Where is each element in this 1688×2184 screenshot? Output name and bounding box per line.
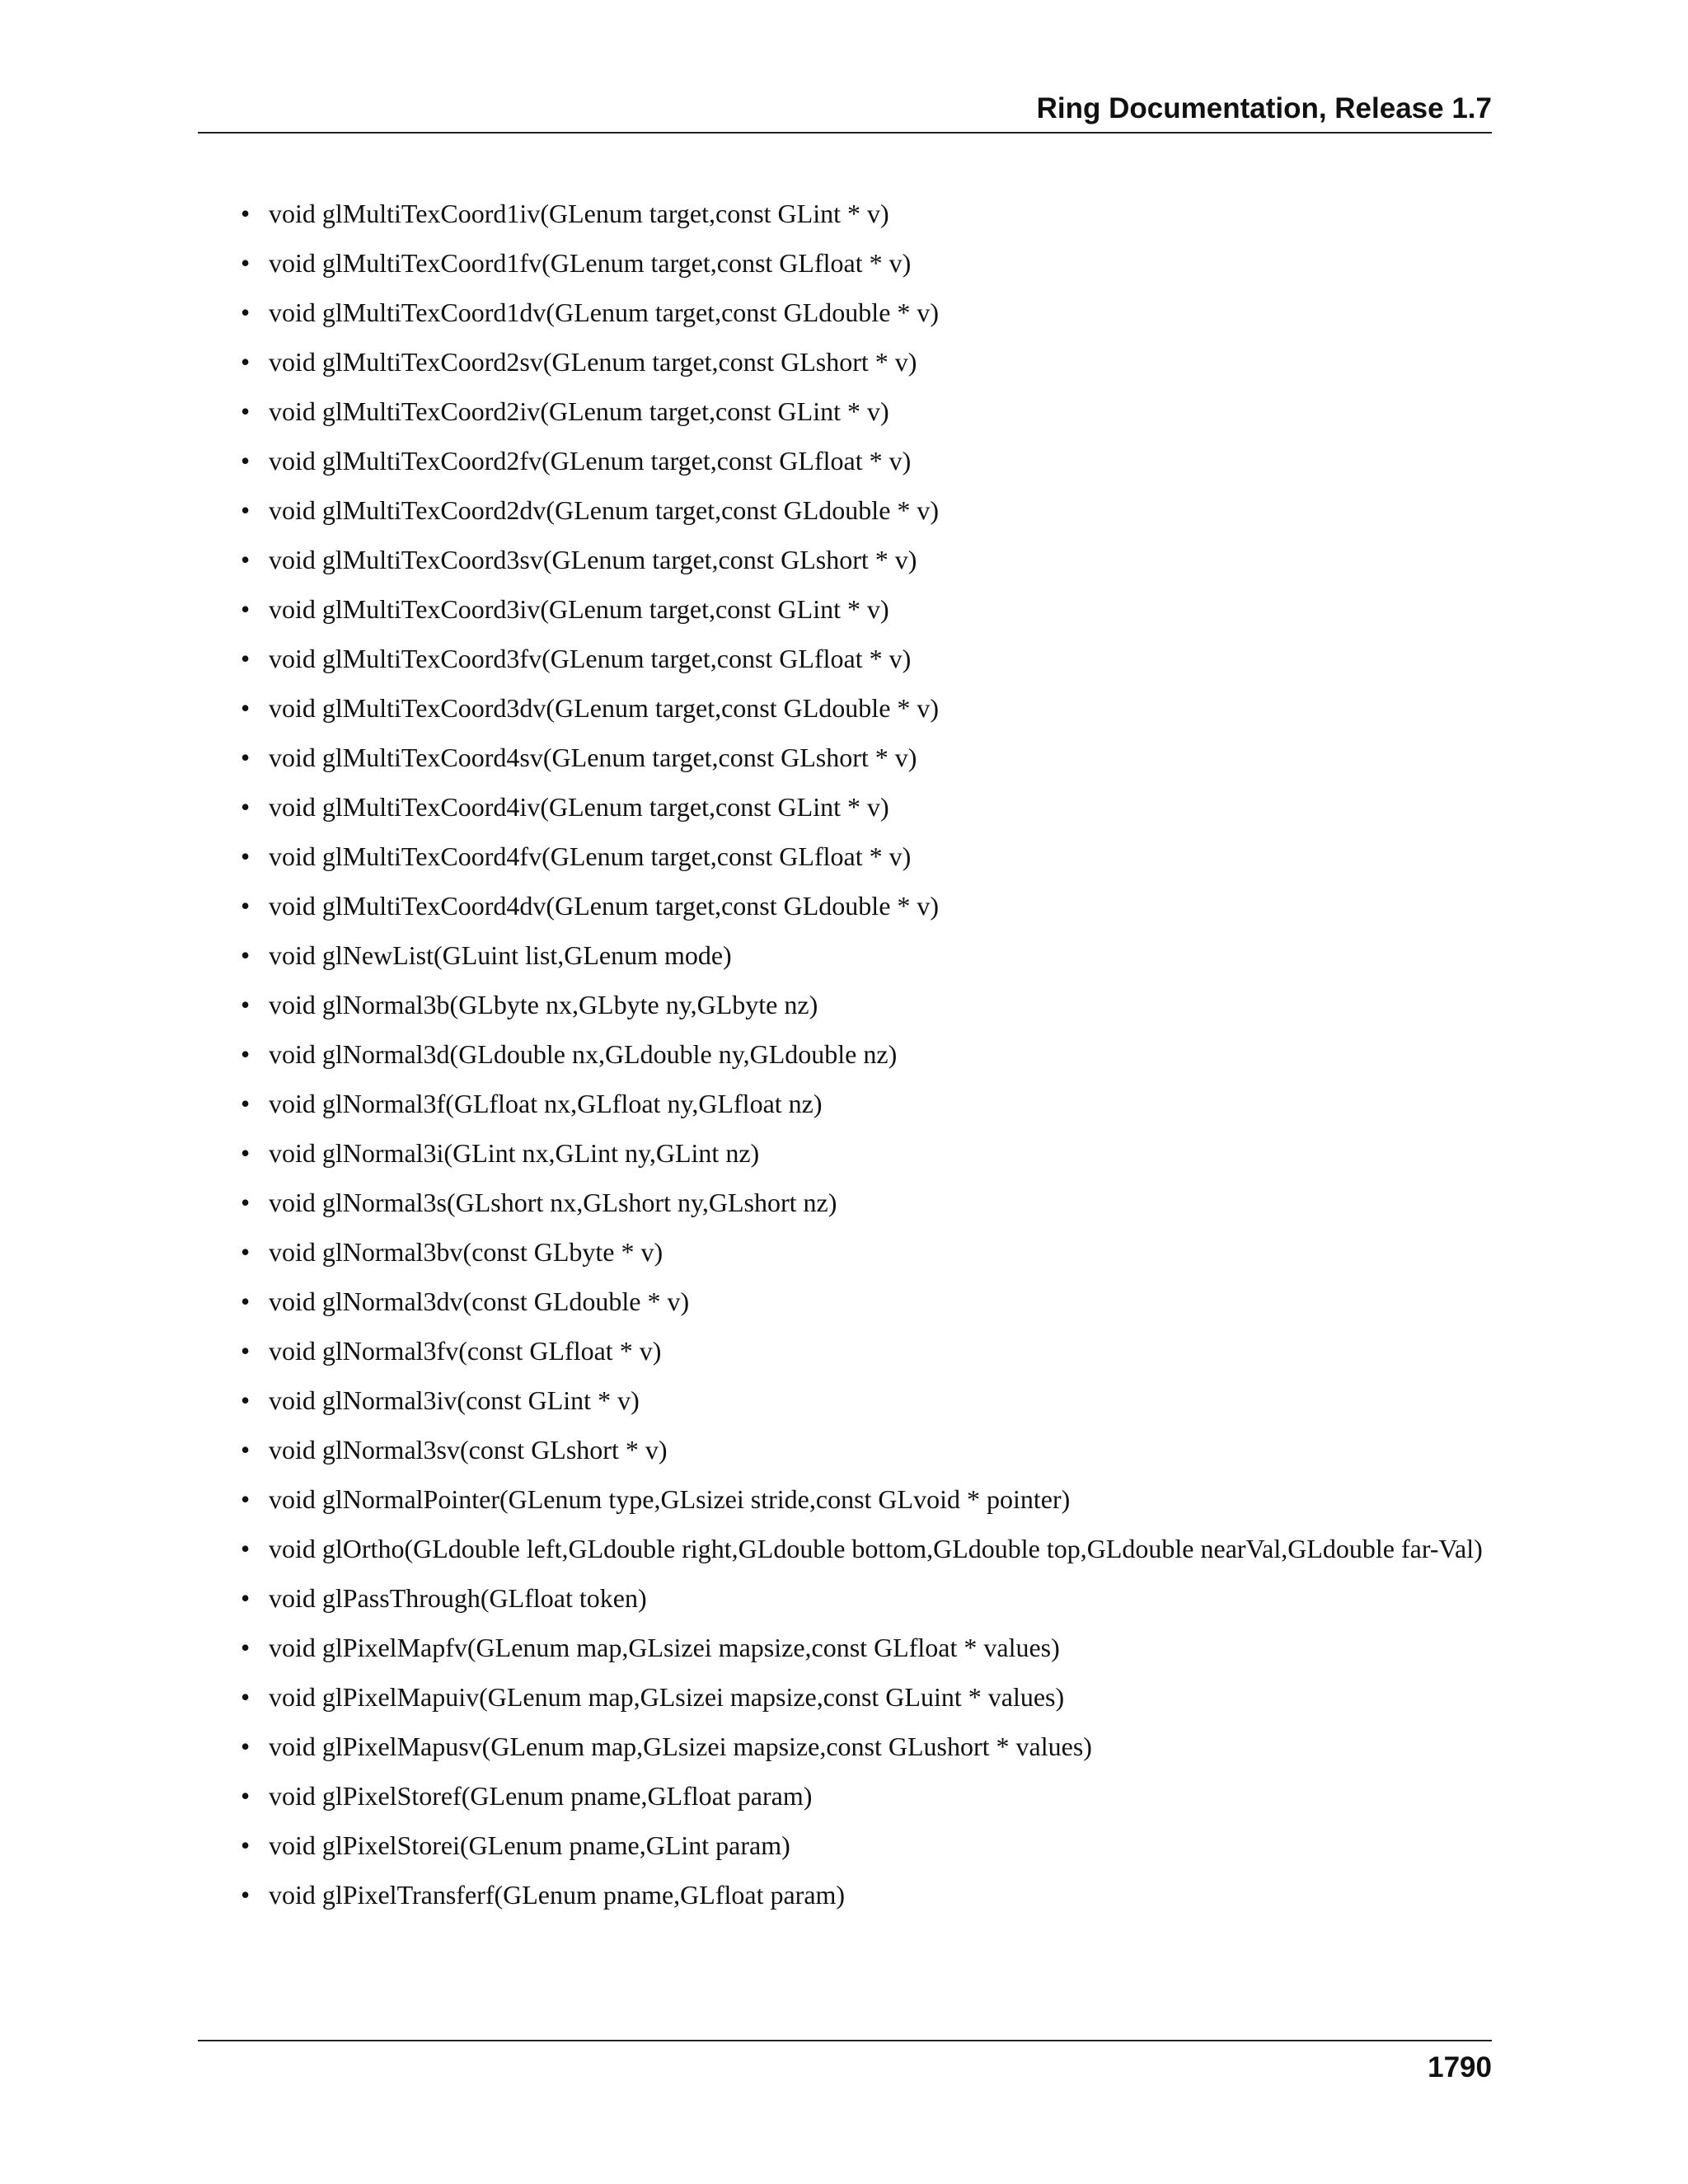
list-item (239, 1681, 1492, 1713)
function-signature: void glMultiTexCoord1iv(GLenum target,const GLint * v) (269, 199, 889, 228)
list-item (239, 1187, 1492, 1218)
bullet-icon: • (241, 841, 251, 871)
function-signature: void glPixelMapusv(GLenum map,GLsizei mapsize,const GLushort * values) (269, 1732, 1092, 1761)
function-signature: void glMultiTexCoord4iv(GLenum target,const GLint * v) (269, 792, 889, 822)
list-item (239, 841, 1492, 872)
list-item (239, 1038, 1492, 1070)
list-item (239, 1830, 1492, 1861)
bullet-icon: • (241, 1484, 251, 1514)
page-number: 1790 (1428, 2051, 1492, 2083)
bullet-icon: • (241, 1682, 251, 1712)
bullet-icon: • (241, 1534, 251, 1563)
function-signature: void glMultiTexCoord1dv(GLenum target,const GLdouble * v) (269, 298, 940, 327)
list-item (239, 890, 1492, 921)
function-signature: void glNormal3fv(const GLfloat * v) (269, 1336, 662, 1366)
function-signature: void glNormal3i(GLint nx,GLint ny,GLint nz) (269, 1138, 760, 1168)
function-signature: void glNormal3iv(const GLint * v) (269, 1385, 640, 1415)
function-signature: void glPassThrough(GLfloat token) (269, 1583, 647, 1613)
function-signature: void glMultiTexCoord3iv(GLenum target,const GLint * v) (269, 594, 889, 624)
list-item (239, 297, 1492, 328)
list-item (239, 1731, 1492, 1762)
document-title: Ring Documentation, Release 1.7 (1036, 92, 1492, 124)
function-signature: void glNormal3f(GLfloat nx,GLfloat ny,GLfloat nz) (269, 1089, 823, 1118)
bullet-icon: • (241, 1286, 251, 1316)
function-signature: void glPixelMapuiv(GLenum map,GLsizei mapsize,const GLuint * values) (269, 1682, 1065, 1712)
function-signature: void glMultiTexCoord4fv(GLenum target,const GLfloat * v) (269, 841, 912, 871)
bullet-icon: • (241, 891, 251, 921)
bullet-icon: • (241, 1732, 251, 1761)
bullet-icon: • (241, 1781, 251, 1811)
list-item (239, 1533, 1492, 1564)
list-item (239, 247, 1492, 279)
function-signature: void glMultiTexCoord2fv(GLenum target,const GLfloat * v) (269, 446, 912, 476)
list-item (239, 643, 1492, 674)
bullet-icon: • (241, 1385, 251, 1415)
list-item (239, 494, 1492, 526)
bullet-icon: • (241, 594, 251, 624)
bullet-icon: • (241, 1336, 251, 1366)
list-item (239, 346, 1492, 377)
list-item (239, 1335, 1492, 1366)
function-signature: void glMultiTexCoord2sv(GLenum target,const GLshort * v) (269, 347, 917, 377)
function-signature: void glPixelStoref(GLenum pname,GLfloat param) (269, 1781, 813, 1811)
bullet-icon: • (241, 248, 251, 278)
list-item (239, 593, 1492, 625)
function-signature: void glPixelTransferf(GLenum pname,GLfloat param) (269, 1880, 846, 1910)
bullet-icon: • (241, 1633, 251, 1662)
list-item (239, 198, 1492, 229)
list-item (239, 1434, 1492, 1465)
bullet-icon: • (241, 1039, 251, 1069)
list-item (239, 1088, 1492, 1119)
bullet-icon: • (241, 1583, 251, 1613)
bullet-icon: • (241, 1138, 251, 1168)
function-signature: void glNormal3s(GLshort nx,GLshort ny,GLshort nz) (269, 1188, 837, 1217)
function-signature: void glMultiTexCoord3fv(GLenum target,const GLfloat * v) (269, 644, 912, 673)
function-list (239, 198, 1492, 1929)
bullet-icon: • (241, 940, 251, 970)
list-item (239, 940, 1492, 971)
list-item (239, 1632, 1492, 1663)
bullet-icon: • (241, 446, 251, 476)
list-item (239, 989, 1492, 1020)
list-item (239, 1780, 1492, 1811)
bullet-icon: • (241, 990, 251, 1019)
list-item (239, 1236, 1492, 1268)
function-signature: void glMultiTexCoord3dv(GLenum target,const GLdouble * v) (269, 693, 940, 723)
function-signature: void glNormal3dv(const GLdouble * v) (269, 1286, 690, 1316)
bullet-icon: • (241, 298, 251, 327)
function-signature: void glOrtho(GLdouble left,GLdouble right,GLdouble bottom,GLdouble top,GLdouble nearVal,GLdouble far-Val) (269, 1534, 1483, 1563)
list-item (239, 1879, 1492, 1910)
list-item (239, 1582, 1492, 1614)
bullet-icon: • (241, 545, 251, 574)
function-signature: void glNormalPointer(GLenum type,GLsizei stride,const GLvoid * pointer) (269, 1484, 1071, 1514)
bullet-icon: • (241, 1188, 251, 1217)
bullet-icon: • (241, 743, 251, 772)
bullet-icon: • (241, 1880, 251, 1910)
function-signature: void glNormal3sv(const GLshort * v) (269, 1435, 668, 1465)
function-signature: void glNormal3bv(const GLbyte * v) (269, 1237, 663, 1267)
list-item (239, 742, 1492, 773)
function-signature: void glMultiTexCoord3sv(GLenum target,const GLshort * v) (269, 545, 917, 574)
function-signature: void glMultiTexCoord2iv(GLenum target,const GLint * v) (269, 396, 889, 426)
bullet-icon: • (241, 1089, 251, 1118)
list-item (239, 544, 1492, 575)
page-header (198, 91, 1492, 134)
list-item (239, 445, 1492, 476)
page-footer (198, 2040, 1492, 2083)
function-signature: void glMultiTexCoord4sv(GLenum target,const GLshort * v) (269, 743, 917, 772)
function-signature: void glNewList(GLuint list,GLenum mode) (269, 940, 732, 970)
bullet-icon: • (241, 693, 251, 723)
function-signature: void glPixelMapfv(GLenum map,GLsizei mapsize,const GLfloat * values) (269, 1633, 1060, 1662)
bullet-icon: • (241, 792, 251, 822)
function-signature: void glPixelStorei(GLenum pname,GLint param) (269, 1830, 790, 1860)
list-item (239, 692, 1492, 724)
bullet-icon: • (241, 396, 251, 426)
list-item (239, 1385, 1492, 1416)
bullet-icon: • (241, 1435, 251, 1465)
bullet-icon: • (241, 199, 251, 228)
function-signature: void glNormal3b(GLbyte nx,GLbyte ny,GLbyte nz) (269, 990, 818, 1019)
bullet-icon: • (241, 1237, 251, 1267)
bullet-icon: • (241, 347, 251, 377)
function-signature: void glMultiTexCoord4dv(GLenum target,const GLdouble * v) (269, 891, 940, 921)
function-signature: void glMultiTexCoord1fv(GLenum target,const GLfloat * v) (269, 248, 912, 278)
list-item (239, 1137, 1492, 1169)
function-signature: void glMultiTexCoord2dv(GLenum target,const GLdouble * v) (269, 495, 940, 525)
list-item (239, 1483, 1492, 1515)
list-item (239, 791, 1492, 823)
list-item (239, 1286, 1492, 1317)
list-item (239, 396, 1492, 427)
bullet-icon: • (241, 644, 251, 673)
function-signature: void glNormal3d(GLdouble nx,GLdouble ny,GLdouble nz) (269, 1039, 898, 1069)
bullet-icon: • (241, 495, 251, 525)
bullet-icon: • (241, 1830, 251, 1860)
